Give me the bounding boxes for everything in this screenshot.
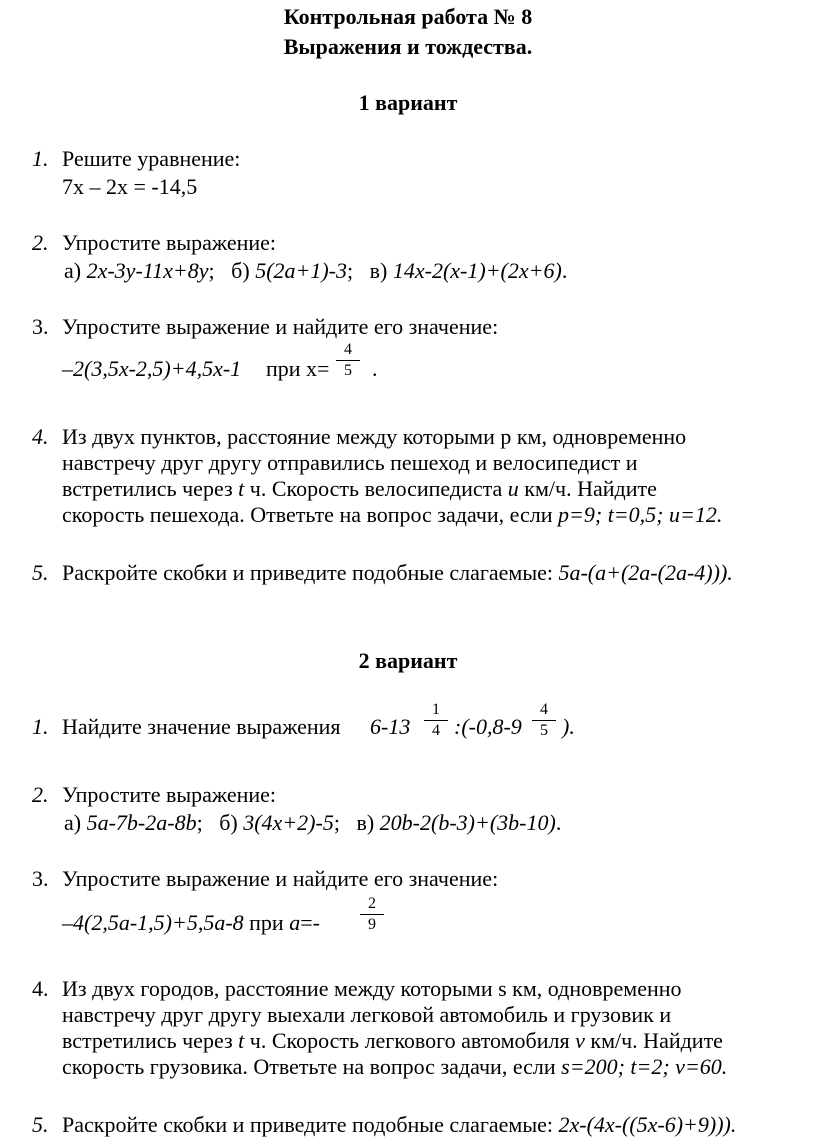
v1-task2-end: . [561, 258, 568, 283]
v2-task4-line2: навстречу друг другу выехали легковой автомобиль и грузовик и [62, 1002, 672, 1027]
v2-task4-line3 [62, 1030, 723, 1052]
v1-task1-number: 1. [32, 146, 49, 171]
v1-task2-c-expr: 14x-2(x-1)+(2x+6) [392, 258, 562, 283]
v1-task4-var-u: u [507, 476, 519, 501]
v2-task4-line1: Из двух городов, расстояние между которыми s км, одновременно [62, 976, 682, 1001]
v2-task3-frac-den: 9 [368, 916, 376, 933]
v2-task5-expr: 2x-(4x-((5x-6)+9))). [558, 1112, 737, 1137]
v1-task2-text: Упростите выражение: [62, 230, 277, 255]
v2-task4-line3-c: км/ч. Найдите [584, 1028, 723, 1053]
v1-task2-a-label: а) [64, 258, 82, 283]
v2-task3-expr: –4(2,5a-1,5)+5,5a-8 [62, 910, 244, 935]
v2-task2-b-label: б) [219, 810, 238, 835]
page-subtitle: Выражения и тождества. [283, 34, 533, 59]
v2-task2-end: . [555, 810, 562, 835]
v2-task1-frac2-den: 5 [540, 722, 548, 739]
v2-task3-text: Упростите выражение и найдите его значение: [62, 866, 499, 891]
v2-task1-fraction-2 [532, 700, 556, 741]
v2-task5-number: 5. [32, 1112, 49, 1137]
v2-task1-frac2-num: 4 [540, 701, 548, 718]
v2-task4-values: s=200; t=2; v=60. [561, 1054, 728, 1079]
v1-task2-c-label: в) [369, 258, 388, 283]
v1-task4-line3-c: км/ч. Найдите [518, 476, 657, 501]
v1-task5-expr: 5a-(a+(2a-(2a-4))). [558, 560, 733, 585]
v2-task2-c-label: в) [356, 810, 375, 835]
v1-task4-line2: навстречу друг другу отправились пешеход и велосипедист и [62, 450, 638, 475]
v2-task4-line4 [62, 1056, 727, 1078]
v2-task1-text: Найдите значение выражения [62, 714, 341, 739]
variant-1-heading: 1 вариант [358, 90, 458, 115]
v1-task3-expr: –2(3,5x-2,5)+4,5x-1 [62, 356, 242, 381]
v2-task2-b-expr: 3(4x+2)-5 [243, 810, 334, 835]
v1-task4-line1: Из двух пунктов, расстояние между которыми р км, одновременно [62, 424, 687, 449]
v2-task2-sep1: ; [196, 810, 203, 835]
v1-task4-var-t: t [238, 476, 245, 501]
v2-task3-number: 3. [32, 866, 49, 891]
v1-task3-end: . [372, 356, 378, 381]
v1-task2-a-expr: 2x-3y-11x+8y [86, 258, 209, 283]
v1-task2-b-label: б) [231, 258, 250, 283]
v1-task2-number: 2. [32, 230, 49, 255]
v2-task1-number: 1. [32, 714, 49, 739]
v2-task1-frac1-den: 4 [432, 722, 440, 739]
v1-task2-sep2: ; [347, 258, 354, 283]
v2-task3-line [62, 912, 320, 934]
v1-task3-text: Упростите выражение и найдите его значение: [62, 314, 499, 339]
v2-task5-text: Раскройте скобки и приведите подобные слагаемые: [62, 1112, 559, 1137]
v1-task3-frac-den: 5 [344, 362, 352, 379]
v1-task5-text: Раскройте скобки и приведите подобные слагаемые: [62, 560, 559, 585]
v2-task1-frac1-num: 1 [432, 701, 440, 718]
v2-task3-frac-num: 2 [368, 895, 376, 912]
v2-task3-var: a [289, 910, 301, 935]
v1-task3-number: 3. [32, 314, 49, 339]
v2-task2-c-expr: 20b-2(b-3)+(3b-10) [379, 810, 556, 835]
v2-task4-var-t: t [238, 1028, 245, 1053]
v2-task3-fraction [360, 894, 384, 935]
v1-task3-at: при х= [266, 356, 330, 381]
v2-task2-parts [64, 812, 561, 834]
v1-task2-sep1: ; [208, 258, 215, 283]
v1-task4-line3-a: встретились через [62, 476, 239, 501]
v1-task2-parts [64, 260, 567, 282]
v2-task1-part3: ). [562, 714, 575, 739]
v1-task1-text: Решите уравнение: [62, 146, 241, 171]
v2-task2-text: Упростите выражение: [62, 782, 277, 807]
page-title: Контрольная работа № 8 [283, 4, 533, 29]
v2-task2-a-expr: 5a-7b-2a-8b [86, 810, 197, 835]
v1-task4-line3 [62, 478, 657, 500]
v1-task3-frac-num: 4 [344, 341, 352, 358]
v1-task5-number: 5. [32, 560, 49, 585]
v2-task2-a-label: а) [64, 810, 82, 835]
v2-task4-number: 4. [32, 976, 49, 1001]
v2-task4-line3-a: встретились через [62, 1028, 239, 1053]
v1-task1-equation: 7x – 2x = -14,5 [62, 174, 198, 199]
v1-task4-values: p=9; t=0,5; u=12. [558, 502, 723, 527]
v2-task1-part1: 6-13 [370, 714, 411, 739]
v2-task2-number: 2. [32, 782, 49, 807]
v2-task4-line4-a: скорость грузовика. Ответьте на вопрос задачи, если [62, 1054, 562, 1079]
v2-task3-at: при [249, 910, 290, 935]
v1-task4-line4-a: скорость пешехода. Ответьте на вопрос задачи, если [62, 502, 559, 527]
v2-task4-line3-b: ч. Скорость легкового автомобиля [244, 1028, 576, 1053]
variant-2-heading: 2 вариант [358, 648, 458, 673]
v1-task4-number: 4. [32, 424, 49, 449]
v2-task5-line [62, 1114, 736, 1136]
v2-task4-var-v: v [575, 1028, 585, 1053]
v2-task1-fraction-1 [424, 700, 448, 741]
v1-task5-line [62, 562, 733, 584]
v2-task2-sep2: ; [333, 810, 340, 835]
v2-task1-part2: :(-0,8-9 [454, 714, 522, 739]
v2-task3-eq: =- [300, 910, 320, 935]
v1-task2-b-expr: 5(2a+1)-3 [255, 258, 348, 283]
v1-task4-line4 [62, 504, 722, 526]
v1-task4-line3-b: ч. Скорость велосипедиста [244, 476, 508, 501]
v1-task3-fraction [336, 340, 360, 381]
